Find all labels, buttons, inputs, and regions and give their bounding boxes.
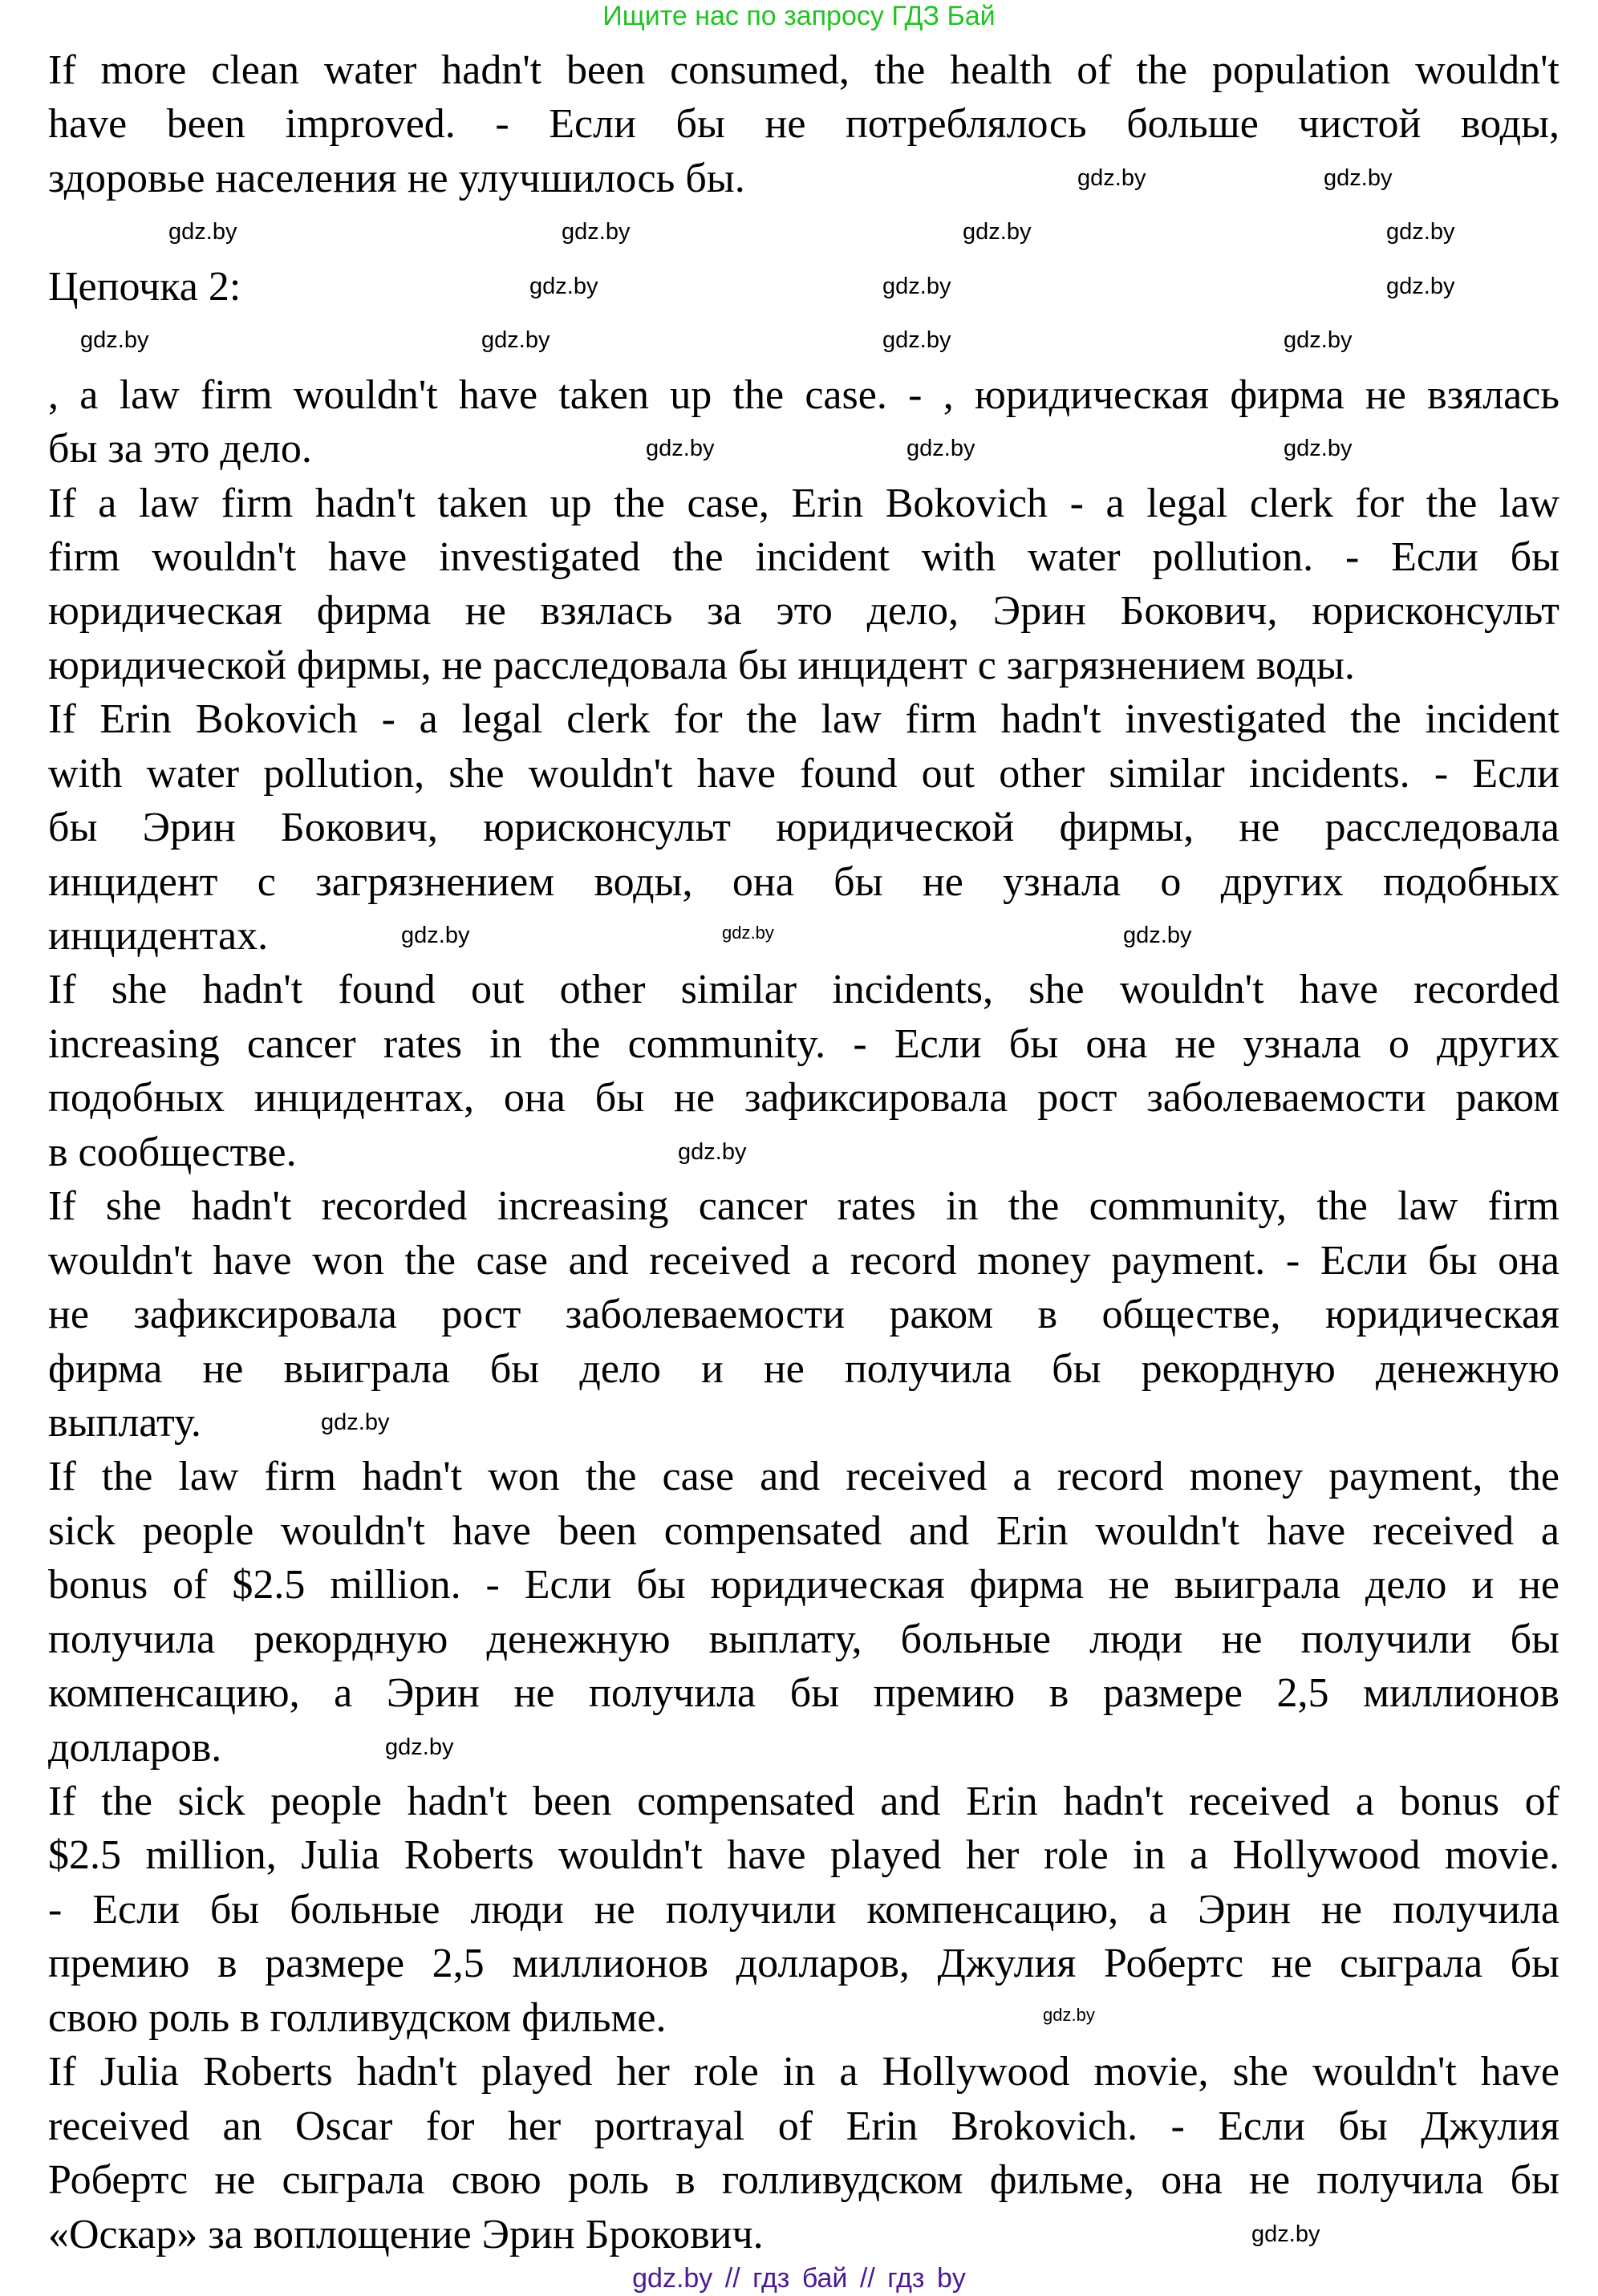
text-line: инцидент с загрязнением воды, она бы не узнала о других подобных <box>48 858 1559 905</box>
text-line: выплату. <box>48 1399 201 1446</box>
watermark-text: gdz.by <box>722 923 774 943</box>
site-footer: gdz.by // гдз бай // гдз by <box>632 2263 966 2294</box>
text-line: бы за это дело. <box>48 426 312 473</box>
text-line: sick people wouldn't have been compensated and Erin wouldn't have received a <box>48 1507 1559 1554</box>
paragraph <box>48 1775 1561 2045</box>
text-line: If she hadn't found out other similar incidents, she wouldn't have recorded <box>48 967 1559 1013</box>
text-line: have been improved. - Если бы не потреблялось больше чистой воды, <box>48 101 1559 148</box>
document-body <box>48 43 1561 2262</box>
watermark-text: gdz.by <box>646 436 715 461</box>
text-line: инцидентах. <box>48 913 269 959</box>
text-line: If more clean water hadn't been consumed, the health of the population wouldn't <box>48 47 1559 93</box>
watermark-text: gdz.by <box>401 923 470 948</box>
watermark-text: gdz.by <box>168 219 237 245</box>
text-line: подобных инцидентах, она бы не зафиксировала рост заболеваемости раком <box>48 1075 1559 1122</box>
text-line: bonus of $2.5 million. - Если бы юридическая фирма не выиграла дело и не <box>48 1562 1559 1608</box>
watermark-text: gdz.by <box>1284 436 1353 461</box>
text-line: If Julia Roberts hadn't played her role in a Hollywood movie, she wouldn't have <box>48 2049 1559 2095</box>
text-line: юридической фирмы, не расследовала бы инцидент с загрязнением воды. <box>48 642 1355 688</box>
watermark-text: gdz.by <box>1386 274 1455 299</box>
text-line: здоровье населения не улучшилось бы. <box>48 155 745 201</box>
text-line: increasing cancer rates in the community. - Если бы она не узнала о других <box>48 1020 1559 1067</box>
text-line: , a law firm wouldn't have taken up the case. - , юридическая фирма не взялась <box>48 371 1559 418</box>
watermark-text: gdz.by <box>906 436 975 461</box>
text-line: юридическая фирма не взялась за это дело, Эрин Бокович, юрисконсульт <box>48 588 1559 635</box>
paragraph <box>48 692 1561 963</box>
text-line: If Erin Bokovich - a legal clerk for the law firm hadn't investigated the incident <box>48 696 1559 743</box>
paragraph <box>48 963 1561 1179</box>
text-line: в сообществе. <box>48 1129 297 1175</box>
watermark-text: gdz.by <box>529 274 598 299</box>
chain-2-paragraphs <box>48 368 1561 2262</box>
watermark-text: gdz.by <box>963 219 1032 245</box>
site-banner: Ищите нас по запросу ГДЗ Бай <box>602 1 996 31</box>
text-line: received an Oscar for her portrayal of Erin Brokovich. - Если бы Джулия <box>48 2103 1559 2149</box>
watermark-text: gdz.by <box>321 1410 390 1435</box>
paragraph <box>48 477 1561 693</box>
watermark-text: gdz.by <box>481 327 550 353</box>
text-line: компенсацию, а Эрин не получила бы премию в размере 2,5 миллионов <box>48 1670 1559 1717</box>
text-line: If the law firm hadn't won the case and received a record money payment, the <box>48 1454 1559 1500</box>
text-line: премию в размере 2,5 миллионов долларов, Джулия Робертс не сыграла бы <box>48 1941 1559 1987</box>
text-line: $2.5 million, Julia Roberts wouldn't have played her role in a Hollywood movie. <box>48 1832 1559 1879</box>
text-line: If a law firm hadn't taken up the case, Erin Bokovich - a legal clerk for the law <box>48 480 1559 526</box>
watermark-text: gdz.by <box>1251 2221 1320 2247</box>
paragraph <box>48 1179 1561 1450</box>
text-line: - Если бы больные люди не получили компенсацию, а Эрин не получила <box>48 1886 1559 1933</box>
watermark-text: gdz.by <box>882 327 951 353</box>
text-line: получила рекордную денежную выплату, больные люди не получили бы <box>48 1616 1559 1662</box>
text-line: firm wouldn't have investigated the incident with water pollution. - Если бы <box>48 533 1559 580</box>
paragraph <box>48 2045 1561 2262</box>
text-line: фирма не выиграла бы дело и не получила бы рекордную денежную <box>48 1345 1559 1392</box>
watermark-text: gdz.by <box>1043 2005 1095 2025</box>
text-line: «Оскар» за воплощение Эрин Брокович. <box>48 2211 764 2257</box>
text-line: не зафиксировала рост заболеваемости раком в обществе, юридическая <box>48 1292 1559 1338</box>
watermark-text: gdz.by <box>1386 219 1455 245</box>
text-line: with water pollution, she wouldn't have found out other similar incidents. - Если <box>48 750 1559 797</box>
text-line: Робертс не сыграла свою роль в голливудском фильме, она не получила бы <box>48 2157 1559 2204</box>
text-line: If she hadn't recorded increasing cancer rates in the community, the law firm <box>48 1183 1559 1230</box>
section-heading: Цепочка 2: <box>48 263 241 310</box>
paragraph <box>48 1450 1561 1775</box>
watermark-text: gdz.by <box>562 219 631 245</box>
watermark-text: gdz.by <box>1077 165 1146 191</box>
text-line: бы Эрин Бокович, юрисконсульт юридической фирмы, не расследовала <box>48 805 1559 851</box>
text-line: wouldn't have won the case and received a record money payment. - Если бы она <box>48 1237 1559 1284</box>
watermark-text: gdz.by <box>678 1139 747 1165</box>
watermark-text: gdz.by <box>882 274 951 299</box>
text-line: If the sick people hadn't been compensated and Erin hadn't received a bonus of <box>48 1779 1559 1824</box>
text-line: долларов. <box>48 1724 222 1771</box>
watermark-text: gdz.by <box>1123 923 1192 948</box>
watermark-text: gdz.by <box>80 327 149 353</box>
text-line: свою роль в голливудском фильме. <box>48 1994 667 2041</box>
watermark-text: gdz.by <box>385 1734 454 1760</box>
watermark-text: gdz.by <box>1284 327 1353 353</box>
watermark-text: gdz.by <box>1324 165 1393 191</box>
